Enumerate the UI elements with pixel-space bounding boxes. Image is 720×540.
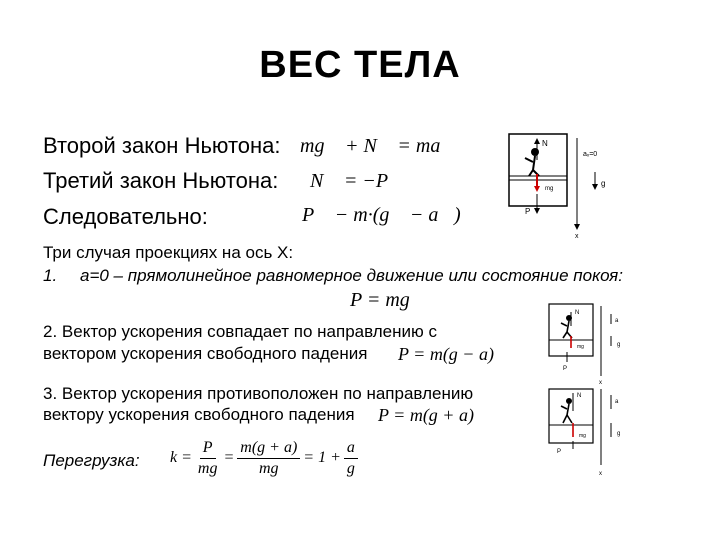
elevator-box-bot xyxy=(549,389,593,443)
label-N: N xyxy=(542,139,548,148)
person-figure-icon xyxy=(561,398,572,423)
label-x: x xyxy=(599,380,602,385)
overload-fraction-1 xyxy=(195,438,221,479)
label-mg: mg xyxy=(579,433,586,439)
label-x: x xyxy=(575,233,579,240)
label-x: x xyxy=(599,471,602,477)
elevator-box-top xyxy=(509,134,567,206)
label-P: P xyxy=(563,366,568,372)
fraction-2-numerator: m(g + a) xyxy=(237,438,300,459)
case3-formula: P = m(g + a) xyxy=(378,405,474,425)
case3-line1: 3. Вектор ускорения противоположен по направлению xyxy=(43,384,474,403)
fraction-2-denominator: mg xyxy=(258,459,279,477)
diagram-accel-down xyxy=(545,300,635,385)
fraction-1-denominator: mg xyxy=(197,459,218,477)
cases-heading: Три случая проекциях на ось X: xyxy=(43,243,294,262)
fraction-3-numerator: a xyxy=(344,438,358,459)
overload-label: Перегрузка: xyxy=(43,451,140,470)
case1-formula: P = mg xyxy=(350,289,410,311)
overload-fraction-2 xyxy=(237,438,300,479)
law-label-consequence: Следовательно: xyxy=(43,204,208,229)
law-formula-consequence: P⃗ − m·(g⃗ − a⃗) xyxy=(302,204,461,226)
diagram-rest xyxy=(505,130,625,240)
law-formula-third: N⃗ = −P⃗ xyxy=(310,170,404,192)
diagram-accel-up xyxy=(545,385,635,480)
label-P: P xyxy=(525,207,531,216)
label-N: N xyxy=(577,393,582,399)
fraction-3-denominator: g xyxy=(346,459,355,477)
label-N: N xyxy=(575,310,580,316)
fraction-1-numerator: P xyxy=(200,438,216,459)
case1-number: 1. xyxy=(43,266,58,285)
person-figure-icon xyxy=(561,315,572,338)
page-title: ВЕС ТЕЛА xyxy=(259,44,461,86)
label-g: g xyxy=(617,342,621,348)
label-a: a xyxy=(615,318,619,324)
case2-formula: P = m(g − a) xyxy=(398,344,494,364)
label-ax: aₓ=0 xyxy=(583,151,598,158)
case2-line1: 2. Вектор ускорения совпадает по направлению с xyxy=(43,322,437,341)
case1-text: a=0 – прямолинейное равномерное движение или состояние покоя: xyxy=(80,266,623,285)
label-a: a xyxy=(615,399,619,405)
case3-line2: вектору ускорения свободного падения xyxy=(43,405,355,424)
overload-formula xyxy=(170,436,361,480)
label-g: g xyxy=(617,431,621,437)
label-g: g xyxy=(601,179,606,188)
label-mg: mg xyxy=(577,344,584,350)
elevator-box-mid xyxy=(549,304,593,356)
case2-line2: вектором ускорения свободного падения xyxy=(43,344,368,363)
overload-k: k = xyxy=(170,449,192,466)
label-P: P xyxy=(557,449,562,455)
overload-eq-1: = xyxy=(223,449,235,466)
label-mg: mg xyxy=(545,186,554,192)
law-label-second: Второй закон Ньютона: xyxy=(43,133,281,158)
overload-fraction-3 xyxy=(344,438,358,479)
law-label-third: Третий закон Ньютона: xyxy=(43,168,279,193)
law-formula-second: mg⃗ + N⃗ = ma⃗ xyxy=(300,135,456,157)
overload-eq-2: = 1 + xyxy=(303,449,341,466)
